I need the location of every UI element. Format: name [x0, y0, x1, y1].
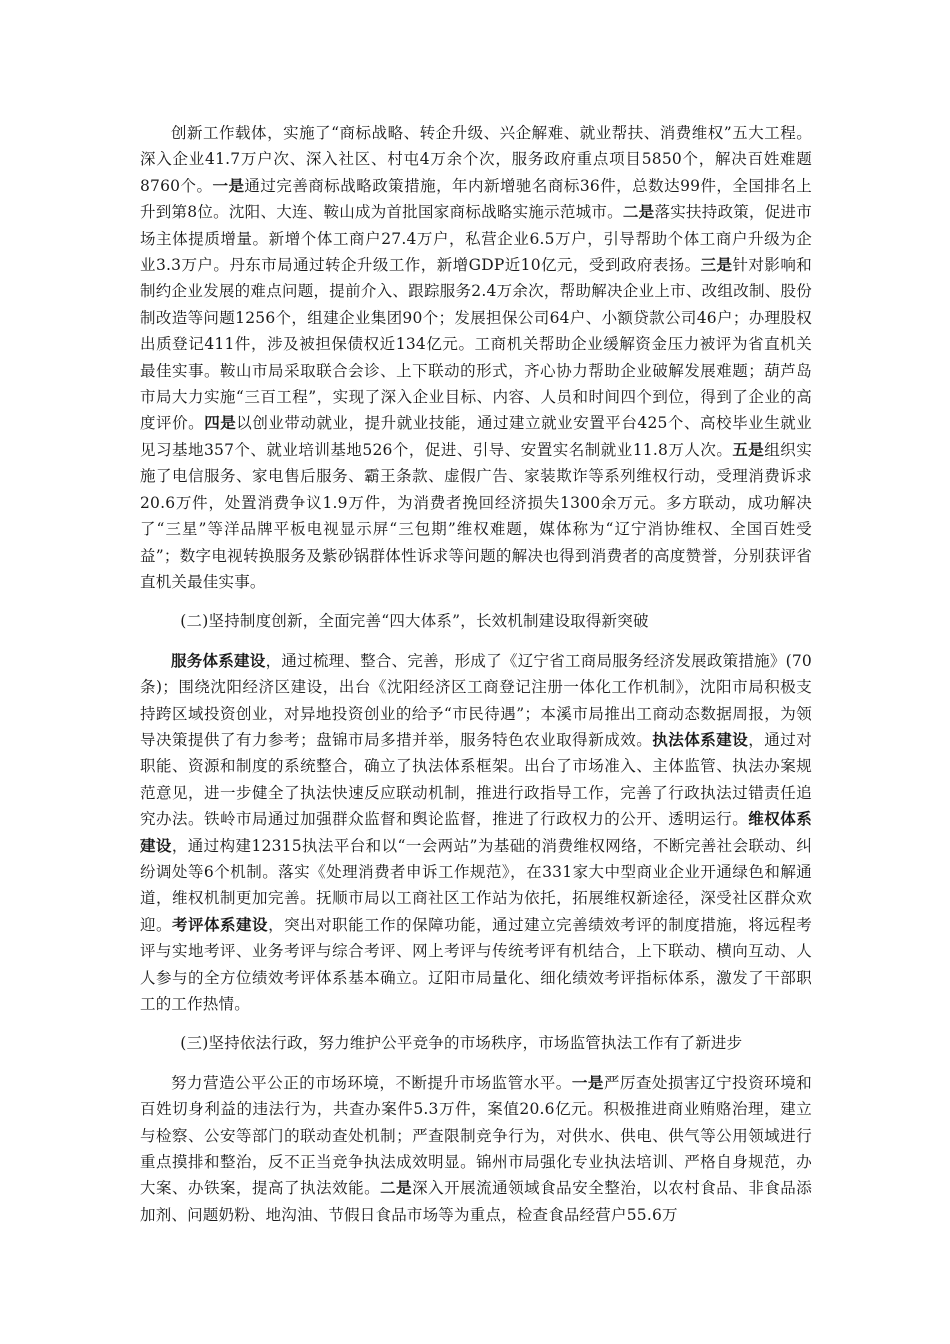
bold-lead-term: 四是	[204, 413, 237, 433]
bold-lead-term: 考评体系建设	[172, 914, 269, 934]
bold-lead-term: 一是	[212, 175, 245, 195]
text-run: 落实扶持政策，促进市场主体提质增量。新增个体工商户27.4万户，私营企业6.5万户，引导帮助个体工商户升级为企业3.3万户。丹东市局通过转企升级工作，新增GDP近10亿元，受到政府表扬。	[140, 203, 812, 275]
bold-lead-term: 执法体系建设	[652, 729, 749, 749]
section-heading-system-innovation	[140, 608, 812, 634]
bold-lead-term: 维权体系建设	[140, 809, 812, 855]
paragraph-gap	[140, 595, 812, 608]
paragraph-work-carriers	[140, 120, 812, 595]
text-run: ，通过构建12315执法平台和以“一会两站”为基础的消费维权网络，不断完善社会联动、纠纷调处等6个机制。落实《处理消费者申诉工作规范》，在331家大中型商业企业开通绿色和解通道，维权机制更加完善。抚顺市局以工商社区工作站为依托，拓展维权新途径，深受社区群众欢迎。	[140, 836, 812, 934]
paragraph-four-systems	[140, 648, 812, 1018]
text-run: 组织实施了电信服务、家电售后服务、霸王条款、虚假广告、家装欺诈等系列维权行动，受理消费诉求20.6万件，处置消费争议1.9万件，为消费者挽回经济损失1300余万元。多方联动，成功解决了“三星”等洋品牌平板电视显示屏“三包期”维权难题，媒体称为“辽宁消协维权、全国百姓受益”；数字电视转换服务及紫砂锅群体性诉求等问题的解决也得到消费者的高度赞誉，分别获评省直机关最佳实事。	[140, 440, 812, 591]
section-heading-lawful-administration	[140, 1030, 812, 1056]
text-run: 深入开展流通领域食品安全整治，以农村食品、非食品添加剂、问题奶粉、地沟油、节假日食品市场等为重点，检查食品经营户55.6万	[140, 1179, 812, 1224]
document-page	[140, 120, 812, 1228]
bold-lead-term: 二是	[622, 202, 655, 222]
text-run: 针对影响和制约企业发展的难点问题，提前介入、跟踪服务2.4万余次，帮助解决企业上市、改组改制、股份制改造等问题1256个，组建企业集团90个；发展担保公司64户、小额贷款公司46户；办理股权出质登记411件，涉及被担保债权近134亿元。工商机关帮助企业缓解资金压力被评为省直机关最佳实事。鞍山市局采取联合会诊、上下联动的形式，齐心协力帮助企业破解发展难题；葫芦岛市局大力实施“三百工程”，实现了深入企业目标、内容、人员和时间四个到位，得到了企业的高度评价。	[140, 256, 812, 433]
text-run: ，突出对职能工作的保障功能，通过建立完善绩效考评的制度措施，将远程考评与实地考评、业务考评与综合考评、网上考评与传统考评有机结合，上下联动、横向互动、人人参与的全方位绩效考评体系基本确立。辽阳市局量化、细化绩效考评指标体系，激发了干部职工的工作热情。	[140, 915, 812, 1013]
text-run: 努力营造公平公正的市场环境，不断提升市场监管水平。	[171, 1073, 572, 1092]
text-run: 通过完善商标战略政策措施，年内新增驰名商标36件，总数达99件，全国排名上升到第8位。沈阳、大连、鞍山成为首批国家商标战略实施示范城市。	[140, 176, 812, 222]
bold-lead-term: 五是	[732, 439, 765, 459]
paragraph-gap	[140, 635, 812, 648]
paragraph-gap	[140, 1017, 812, 1030]
bold-lead-term: 服务体系建设	[171, 650, 266, 670]
bold-lead-term: 一是	[571, 1072, 604, 1092]
text-run: 以创业带动就业，提升就业技能，通过建立就业安置平台425个、高校毕业生就业见习基地357个、就业培训基地526个，促进、引导、安置实名制就业11.8万人次。	[140, 414, 812, 459]
text-run: (三)坚持依法行政，努力维护公平竞争的市场秩序，市场监管执法工作有了新进步	[180, 1034, 743, 1053]
bold-lead-term: 三是	[700, 255, 733, 275]
text-run: ，通过梳理、整合、完善，形成了《辽宁省工商局服务经济发展政策措施》(70条)；围绕沈阳经济区建设，出台《沈阳经济区工商登记注册一体化工作机制》，沈阳市局积极支持跨区域投资创业，对异地投资创业的给予“市民待遇”；本溪市局推出工商动态数据周报，为领导决策提供了有力参考；盘锦市局多措并举，服务特色农业取得新成效。	[140, 651, 812, 749]
text-run: (二)坚持制度创新，全面完善“四大体系”，长效机制建设取得新突破	[180, 612, 649, 631]
text-run: 严厉查处损害辽宁投资环境和百姓切身利益的违法行为，共查办案件5.3万件，案值20.6亿元。积极推进商业贿赂治理，建立与检察、公安等部门的联动查处机制；严查限制竞争行为，对供水、供电、供气等公用领域进行重点摸排和整治，反不正当竞争执法成效明显。锦州市局强化专业执法培训、严格自身规范，办大案、办铁案，提高了执法效能。	[140, 1073, 812, 1198]
bold-lead-term: 二是	[380, 1178, 413, 1198]
paragraph-market-supervision	[140, 1070, 812, 1228]
text-run: ，通过对职能、资源和制度的系统整合，确立了执法体系框架。出台了市场准入、主体监管、执法办案规范意见，进一步健全了执法快速反应联动机制，推进行政指导工作，完善了行政执法过错责任追究办法。铁岭市局通过加强群众监督和舆论监督，推进了行政权力的公开、透明运行。	[140, 730, 813, 829]
text-run: 创新工作载体，实施了“商标战略、转企升级、兴企解难、就业帮扶、消费维权”五大工程。深入企业41.7万户次、深入社区、村屯4万余个次，服务政府重点项目5850个，解决百姓难题8760个。	[140, 124, 812, 195]
paragraph-gap	[140, 1057, 812, 1070]
